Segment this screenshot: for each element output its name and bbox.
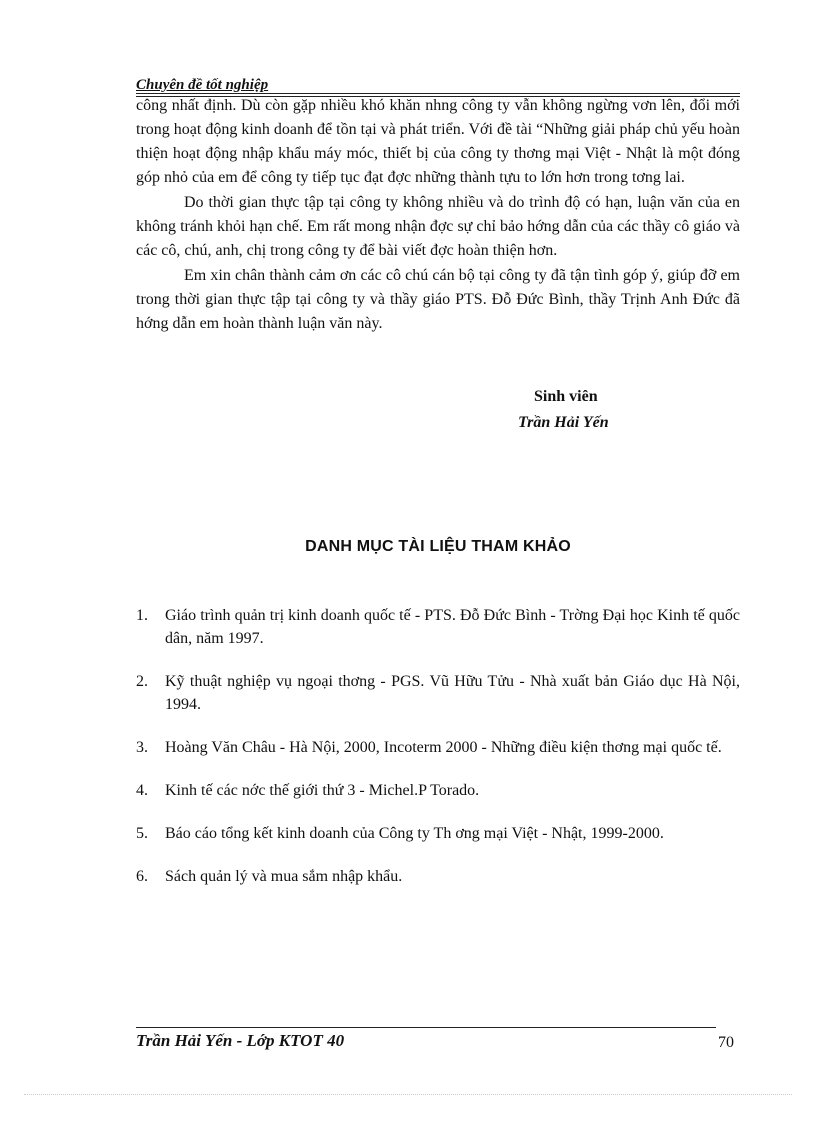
references-list (136, 604, 740, 908)
reference-number: 5. (136, 825, 148, 842)
footer-rule (136, 1027, 716, 1028)
reference-text: Kinh tế các nớc thế giới thứ 3 - Michel.P Torado. (165, 782, 480, 799)
reference-item (136, 736, 740, 759)
reference-text: Giáo trình quản trị kinh doanh quốc tế - PTS. Đỗ Đức Bình - Trờng Đại học Kinh tế quốc dân, năm 1997. (165, 607, 740, 647)
page-number: 70 (718, 1034, 734, 1051)
page-bottom-edge (24, 1094, 792, 1095)
paragraph-limitations: Do thời gian thực tập tại công ty không nhiều và do trình độ có hạn, luận văn của en không tránh khỏi hạn chế. Em rất mong nhận đợc sự chỉ bảo hớng dẫn của các thầy cô giáo và các cô, chú, anh, chị trong công ty để bài viết đợc hoàn thiện hơn. (136, 194, 740, 259)
paragraph-acknowledgements: Em xin chân thành cảm ơn các cô chú cán bộ tại công ty đã tận tình góp ý, giúp đỡ em trong thời gian thực tập tại công ty và thầy giáo PTS. Đỗ Đức Bình, thầy Trịnh Anh Đức đã hớng dẫn em hoàn thành luận văn này. (136, 267, 740, 332)
reference-item (136, 822, 740, 845)
reference-number: 4. (136, 782, 148, 799)
running-header-title: Chuyên đề tốt nghiệp (136, 77, 269, 93)
footer-author: Trần Hải Yến - Lớp KTOT 40 (136, 1031, 345, 1050)
reference-text: Kỹ thuật nghiệp vụ ngoại thơng - PGS. Vũ Hữu Tửu - Nhà xuất bản Giáo dục Hà Nội, 1994. (165, 673, 740, 713)
reference-number: 3. (136, 739, 148, 756)
reference-number: 2. (136, 673, 148, 690)
reference-item (136, 670, 740, 716)
reference-item (136, 604, 740, 650)
reference-text: Hoàng Văn Châu - Hà Nội, 2000, Incoterm 2000 - Những điều kiện thơng mại quốc tế. (165, 739, 722, 756)
reference-number: 6. (136, 868, 148, 885)
signature-block (518, 384, 738, 436)
references-title: DANH MỤC TÀI LIỆU THAM KHẢO (305, 538, 571, 555)
reference-text: Báo cáo tổng kết kinh doanh của Công ty Th ơng mại Việt - Nhật, 1999-2000. (165, 825, 664, 842)
body-text (136, 94, 740, 337)
reference-item (136, 779, 740, 802)
signature-role: Sinh viên (534, 388, 598, 405)
reference-text: Sách quản lý và mua sắm nhập khẩu. (165, 868, 403, 885)
reference-number: 1. (136, 607, 148, 624)
signature-name: Trần Hải Yến (518, 414, 609, 431)
paragraph-continuation: công nhất định. Dù còn gặp nhiều khó khăn nhng công ty vẫn không ngừng vơn lên, đổi mới trong hoạt động kinh doanh để tồn tại và phát triển. Với đề tài “Những giải pháp chủ yếu hoàn thiện hoạt động nhập khẩu máy móc, thiết bị của công ty thơng mại Việt - Nhật là một đóng góp nhỏ của em để công ty tiếp tục đạt đợc những thành tựu to lớn hơn trong tơng lai. (136, 97, 740, 186)
reference-item (136, 865, 740, 888)
